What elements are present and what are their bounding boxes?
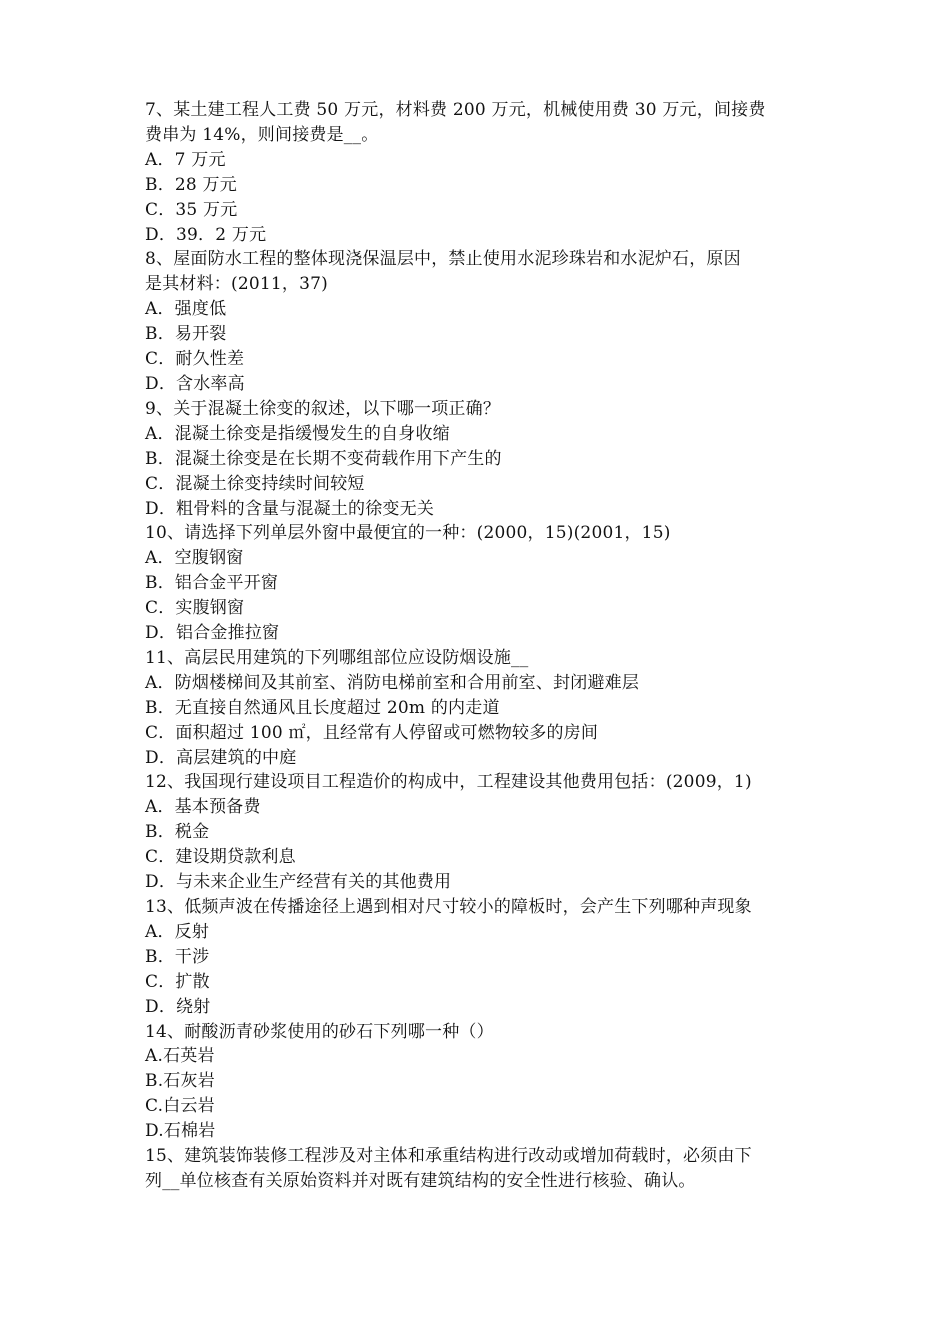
- option-b: B．混凝土徐变是在长期不变荷载作用下产生的: [145, 448, 502, 469]
- option-a: A．反射: [145, 921, 210, 942]
- question-stem-line: 是其材料：(2011，37): [145, 274, 328, 295]
- option-a: A．混凝土徐变是指缓慢发生的自身收缩: [145, 423, 450, 444]
- option-d: D．含水率高: [145, 373, 245, 394]
- option-c: C．混凝土徐变持续时间较短: [145, 473, 365, 494]
- option-c: C．扩散: [145, 971, 210, 992]
- question-stem-line: 14、耐酸沥青砂浆使用的砂石下列哪一种（）: [145, 1021, 494, 1042]
- option-b: B．28 万元: [145, 174, 237, 195]
- option-b: B．无直接自然通风且长度超过 20m 的内走道: [145, 697, 500, 718]
- option-b: B.石灰岩: [145, 1071, 215, 1092]
- option-d: D．高层建筑的中庭: [145, 747, 297, 768]
- question-7: [145, 98, 810, 247]
- option-c: C．35 万元: [145, 199, 238, 220]
- question-stem-line: 9、关于混凝土徐变的叙述，以下哪一项正确？: [145, 398, 501, 419]
- question-stem-line: 12、我国现行建设项目工程造价的构成中，工程建设其他费用包括：(2009，1): [145, 772, 752, 793]
- option-b: B．税金: [145, 822, 210, 843]
- option-a: A．基本预备费: [145, 797, 261, 818]
- option-a: A．防烟楼梯间及其前室、消防电梯前室和合用前室、封闭避难层: [145, 672, 640, 693]
- question-stem-line: 11、高层民用建筑的下列哪组部位应设防烟设施__: [145, 647, 529, 668]
- question-stem-line: 列__单位核查有关原始资料并对既有建筑结构的安全性进行核验、确认。: [145, 1170, 696, 1191]
- option-b: B．干涉: [145, 946, 210, 967]
- question-8: [145, 247, 810, 396]
- question-15: [145, 1144, 810, 1194]
- option-a: A．强度低: [145, 299, 227, 320]
- question-stem-line: 15、建筑装饰装修工程涉及对主体和承重结构进行改动或增加荷载时，必须由下: [145, 1146, 752, 1167]
- question-stem-line: 费串为 14%，则间接费是__。: [145, 124, 379, 145]
- option-c: C．面积超过 100 ㎡，且经常有人停留或可燃物较多的房间: [145, 722, 599, 743]
- option-b: B．易开裂: [145, 324, 227, 345]
- document-body: [145, 98, 810, 1194]
- question-10: [145, 521, 810, 646]
- question-stem-line: 10、请选择下列单层外窗中最便宜的一种：(2000，15)(2001，15): [145, 523, 671, 544]
- question-stem-line: 8、屋面防水工程的整体现浇保温层中，禁止使用水泥珍珠岩和水泥炉石，原因: [145, 249, 741, 270]
- option-a: A.石英岩: [145, 1046, 215, 1067]
- question-9: [145, 397, 810, 522]
- option-d: D．39．2 万元: [145, 224, 267, 245]
- option-d: D．绕射: [145, 996, 211, 1017]
- question-12: [145, 770, 810, 895]
- option-c: C．建设期贷款利息: [145, 847, 296, 868]
- option-c: C．实腹钢窗: [145, 598, 245, 619]
- option-c: C．耐久性差: [145, 349, 245, 370]
- option-d: D．粗骨料的含量与混凝土的徐变无关: [145, 498, 435, 519]
- option-a: A．7 万元: [145, 149, 226, 170]
- question-11: [145, 646, 810, 771]
- question-13: [145, 895, 810, 1020]
- option-a: A．空腹钢窗: [145, 548, 244, 569]
- option-d: D.石棉岩: [145, 1121, 216, 1142]
- option-b: B．铝合金平开窗: [145, 573, 279, 594]
- question-14: [145, 1020, 810, 1145]
- option-d: D．与未来企业生产经营有关的其他费用: [145, 872, 452, 893]
- option-d: D．铝合金推拉窗: [145, 623, 280, 644]
- question-stem-line: 13、低频声波在传播途径上遇到相对尺寸较小的障板时，会产生下列哪种声现象: [145, 897, 752, 917]
- option-c: C.白云岩: [145, 1096, 215, 1117]
- question-stem-line: 7、某土建工程人工费 50 万元，材料费 200 万元，机械使用费 30 万元，间接费: [145, 100, 766, 120]
